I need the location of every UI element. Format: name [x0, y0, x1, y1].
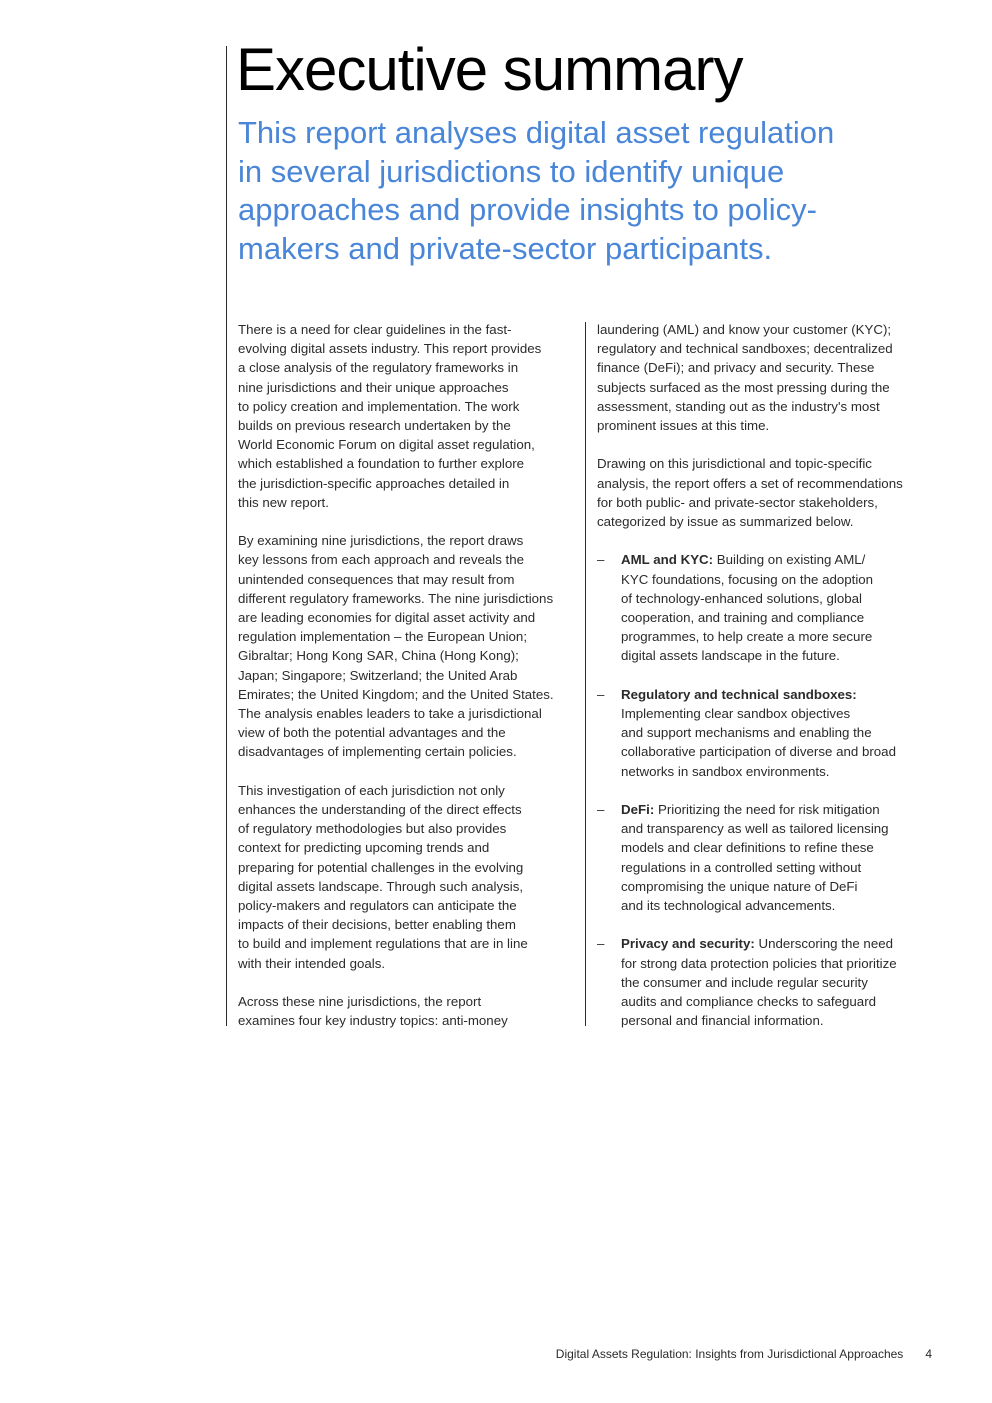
- bullet-heading: Privacy and security:: [621, 936, 755, 952]
- bullet-heading: AML and KYC:: [621, 552, 714, 568]
- text-line: policy-makers and regulators can anticipate the: [238, 898, 517, 914]
- text-line: and support mechanisms and enabling the: [621, 725, 872, 741]
- text-line: context for predicting upcoming trends and: [238, 840, 490, 856]
- text-line: [621, 550, 942, 569]
- recommendation-defi: [597, 800, 942, 915]
- lede-line: makers and private-sector participants.: [238, 230, 773, 266]
- text-line: and transparency as well as tailored licensing: [621, 821, 889, 837]
- text-line: regulatory and technical sandboxes; decentralized: [597, 341, 893, 357]
- lede-line: in several jurisdictions to identify unique: [238, 153, 785, 189]
- text-line: [621, 934, 942, 953]
- recommendation-sandboxes: [597, 685, 942, 781]
- text-line: different regulatory frameworks. The nine jurisdictions: [238, 590, 554, 606]
- recommendation-privacy-security: [597, 934, 942, 1030]
- text-line: Across these nine jurisdictions, the report: [238, 994, 482, 1010]
- left-column: [238, 320, 578, 1050]
- text-line: which established a foundation to further explore: [238, 456, 525, 472]
- text-line: finance (DeFi); and privacy and security. These: [597, 360, 875, 376]
- text-line: There is a need for clear guidelines in the fast-: [238, 322, 512, 337]
- text-line: KYC foundations, focusing on the adoption: [621, 571, 874, 587]
- text-line: Gibraltar; Hong Kong SAR, China (Hong Kong);: [238, 648, 519, 664]
- text-line: the consumer and include regular security: [621, 974, 868, 990]
- text-line: [621, 685, 942, 704]
- paragraph-recommendations: [597, 454, 942, 531]
- lede-line: approaches and provide insights to policy-: [238, 192, 818, 227]
- text-line: Japan; Singapore; Switzerland; the United Arab: [238, 667, 518, 683]
- text-line: models and clear definitions to refine these: [621, 840, 874, 856]
- text-line: prominent issues at this time.: [597, 418, 770, 434]
- text-line: personal and financial information.: [621, 1013, 824, 1029]
- text-line: nine jurisdictions and their unique approaches: [238, 379, 509, 395]
- text-line: of regulatory methodologies but also provides: [238, 821, 507, 837]
- page-title: Executive summary: [236, 36, 743, 103]
- text-line: digital assets landscape. Through such analysis,: [238, 878, 524, 894]
- footer-report-title: Digital Assets Regulation:: [555, 1347, 692, 1361]
- text-line: programmes, to help create a more secure: [621, 629, 873, 645]
- text-line: This investigation of each jurisdiction not only: [238, 782, 505, 798]
- text-line: a close analysis of the regulatory frameworks in: [238, 360, 519, 376]
- paragraph-topics: [238, 992, 578, 1030]
- text-line: builds on previous research undertaken by the: [238, 418, 511, 434]
- right-column: [597, 320, 942, 1050]
- bullet-heading: DeFi:: [621, 802, 655, 818]
- bullet-dash: –: [597, 686, 605, 702]
- footer-report-subtitle: Insights from Jurisdictional Approaches: [691, 1347, 904, 1361]
- text-line: with their intended goals.: [238, 955, 386, 971]
- text-line: World Economic Forum on digital asset regulation,: [238, 437, 535, 453]
- text-line: enhances the understanding of the direct effects: [238, 802, 522, 818]
- page-footer: [556, 1346, 932, 1362]
- text-line: laundering (AML) and know your customer (KYC);: [597, 322, 892, 337]
- text-line: to policy creation and implementation. The work: [238, 398, 520, 414]
- column-divider: [585, 322, 586, 1026]
- text-line: key lessons from each approach and reveals the: [238, 552, 525, 568]
- bullet-text: Prioritizing the need for risk mitigation: [654, 802, 880, 818]
- bullet-text: Building on existing AML/: [713, 552, 866, 568]
- text-line: regulations in a controlled setting without: [621, 859, 862, 875]
- text-line: Implementing clear sandbox objectives: [621, 706, 851, 722]
- bullet-dash: –: [597, 802, 605, 818]
- text-line: preparing for potential challenges in the evolving: [238, 859, 524, 875]
- text-line: Emirates; the United Kingdom; and the United States.: [238, 686, 554, 702]
- page-number: 4: [925, 1347, 932, 1361]
- bullet-text: Underscoring the need: [754, 936, 894, 952]
- recommendation-aml-kyc: [597, 550, 942, 665]
- text-line: this new report.: [238, 494, 329, 510]
- text-line: collaborative participation of diverse and broad: [621, 744, 896, 760]
- text-line: impacts of their decisions, better enabling them: [238, 917, 516, 933]
- text-line: unintended consequences that may result from: [238, 571, 515, 587]
- text-line: to build and implement regulations that are in line: [238, 936, 528, 952]
- text-line: the jurisdiction-specific approaches detailed in: [238, 475, 510, 491]
- text-line: categorized by issue as summarized below.: [597, 514, 854, 530]
- text-line: By examining nine jurisdictions, the report draws: [238, 533, 524, 549]
- text-line: compromising the unique nature of DeFi: [621, 878, 858, 894]
- left-margin-rule: [226, 46, 227, 1026]
- text-line: and its technological advancements.: [621, 898, 836, 914]
- paragraph-intro: [238, 320, 578, 512]
- text-line: disadvantages of implementing certain policies.: [238, 744, 517, 760]
- bullet-heading: Regulatory and technical sandboxes:: [621, 686, 857, 702]
- text-line: audits and compliance checks to safeguard: [621, 994, 877, 1010]
- bullet-dash: –: [597, 936, 605, 952]
- text-line: The analysis enables leaders to take a jurisdictional: [238, 706, 542, 722]
- text-line: for strong data protection policies that prioritize: [621, 955, 897, 971]
- lede-line: This report analyses digital asset regulation: [238, 115, 835, 150]
- text-line: for both public- and private-sector stakeholders,: [597, 494, 878, 510]
- text-line: networks in sandbox environments.: [621, 763, 830, 779]
- text-line: of technology-enhanced solutions, global: [621, 590, 862, 606]
- text-line: digital assets landscape in the future.: [621, 648, 840, 664]
- text-line: subjects surfaced as the most pressing during the: [597, 379, 890, 395]
- text-line: [621, 800, 942, 819]
- text-line: examines four key industry topics: anti-money: [238, 1013, 508, 1029]
- bullet-dash: –: [597, 552, 605, 568]
- text-line: analysis, the report offers a set of recommendations: [597, 475, 903, 491]
- paragraph-investigation: [238, 781, 578, 973]
- text-line: Drawing on this jurisdictional and topic-specific: [597, 456, 872, 472]
- text-line: assessment, standing out as the industry's most: [597, 398, 880, 414]
- text-line: evolving digital assets industry. This report provides: [238, 341, 542, 357]
- text-line: are leading economies for digital asset activity and: [238, 610, 536, 626]
- paragraph-jurisdictions: [238, 531, 578, 761]
- text-line: view of both the potential advantages and the: [238, 725, 506, 741]
- text-line: cooperation, and training and compliance: [621, 610, 865, 626]
- paragraph-topics-continued: [597, 320, 942, 435]
- text-line: regulation implementation – the European Union;: [238, 629, 528, 645]
- lede-summary: [238, 114, 878, 268]
